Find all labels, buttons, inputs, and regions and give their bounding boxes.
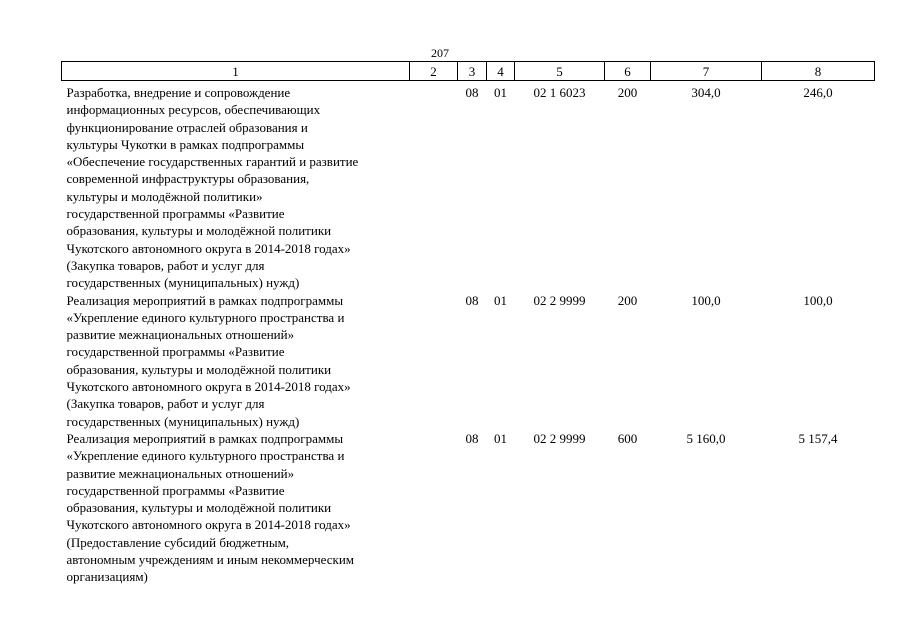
description-line: информационных ресурсов, обеспечивающих (66, 102, 321, 118)
description-line: «Укрепление единого культурного пространства и (66, 309, 345, 325)
cell-expense-type: 200 (617, 85, 638, 100)
row-description (62, 81, 410, 292)
description-line: Разработка, внедрение и сопровождение (66, 85, 291, 100)
description-line: образования, культуры и молодёжной политики (66, 223, 332, 239)
table-row (62, 430, 875, 586)
description-line: Реализация мероприятий в рамках подпрограммы (66, 430, 344, 446)
column-header-2: 2 (410, 62, 458, 81)
description-line: Чукотского автономного округа в 2014-2018 годах» (66, 379, 351, 395)
cell-col2 (410, 292, 458, 430)
description-line: функционирование отраслей образования и (66, 119, 308, 135)
cell-amount-actual: 100,0 (803, 292, 833, 308)
description-line: современной инфраструктуры образования, (66, 171, 310, 187)
column-header-6: 6 (605, 62, 651, 81)
cell-section: 08 (465, 292, 479, 308)
column-header-7: 7 (651, 62, 762, 81)
description-line: «Укрепление единого культурного пространства и (66, 448, 345, 464)
cell-amount-actual: 5 157,4 (798, 430, 838, 446)
table-header-row (62, 62, 875, 81)
description-line: (Закупка товаров, работ и услуг для (66, 257, 265, 273)
table-row (62, 81, 875, 292)
description-line: (Предоставление субсидий бюджетным, (66, 534, 290, 550)
description-line: государственной программы «Развитие (66, 344, 285, 360)
cell-target-article: 02 2 9999 (533, 292, 586, 308)
column-header-1: 1 (62, 62, 410, 81)
description-line: (Закупка товаров, работ и услуг для (66, 396, 265, 412)
cell-subsection: 01 (494, 292, 507, 308)
page-number: 207 (431, 46, 449, 60)
cell-amount-plan: 100,0 (691, 292, 721, 308)
cell-subsection: 01 (494, 430, 507, 446)
cell-amount-actual: 246,0 (803, 85, 833, 100)
cell-col2 (410, 81, 458, 292)
column-header-5: 5 (515, 62, 605, 81)
table-row (62, 292, 875, 430)
cell-col2 (410, 430, 458, 586)
cell-expense-type: 600 (617, 430, 638, 446)
description-line: развитие межнациональных отношений» (66, 327, 295, 343)
description-line: «Обеспечение государственных гарантий и развитие (66, 154, 359, 170)
column-header-8: 8 (762, 62, 875, 81)
cell-target-article: 02 2 9999 (533, 430, 586, 446)
description-line: государственных (муниципальных) нужд) (66, 275, 300, 291)
cell-amount-plan: 5 160,0 (686, 430, 726, 446)
cell-amount-plan: 304,0 (691, 85, 721, 100)
description-line: развитие межнациональных отношений» (66, 465, 295, 481)
cell-expense-type: 200 (617, 292, 638, 308)
cell-target-article: 02 1 6023 (533, 85, 586, 100)
description-line: государственной программы «Развитие (66, 482, 285, 498)
description-line: образования, культуры и молодёжной политики (66, 361, 332, 377)
cell-section: 08 (465, 430, 479, 446)
row-description (62, 430, 410, 586)
description-line: автономным учреждениям и иным некоммерческим (66, 552, 355, 568)
description-line: культуры и молодёжной политики» (66, 188, 263, 204)
row-description (62, 292, 410, 430)
column-header-4: 4 (487, 62, 515, 81)
description-line: государственной программы «Развитие (66, 206, 285, 222)
cell-subsection: 01 (494, 85, 507, 100)
description-line: организациям) (66, 569, 148, 585)
budget-table (61, 61, 875, 586)
description-line: государственных (муниципальных) нужд) (66, 413, 300, 429)
description-line: Чукотского автономного округа в 2014-2018 годах» (66, 240, 351, 256)
column-header-3: 3 (458, 62, 487, 81)
cell-section: 08 (465, 85, 479, 100)
description-line: Реализация мероприятий в рамках подпрограммы (66, 292, 344, 308)
description-line: Чукотского автономного округа в 2014-2018 годах» (66, 517, 351, 533)
description-line: культуры Чукотки в рамках подпрограммы (66, 136, 305, 152)
description-line: образования, культуры и молодёжной политики (66, 500, 332, 516)
